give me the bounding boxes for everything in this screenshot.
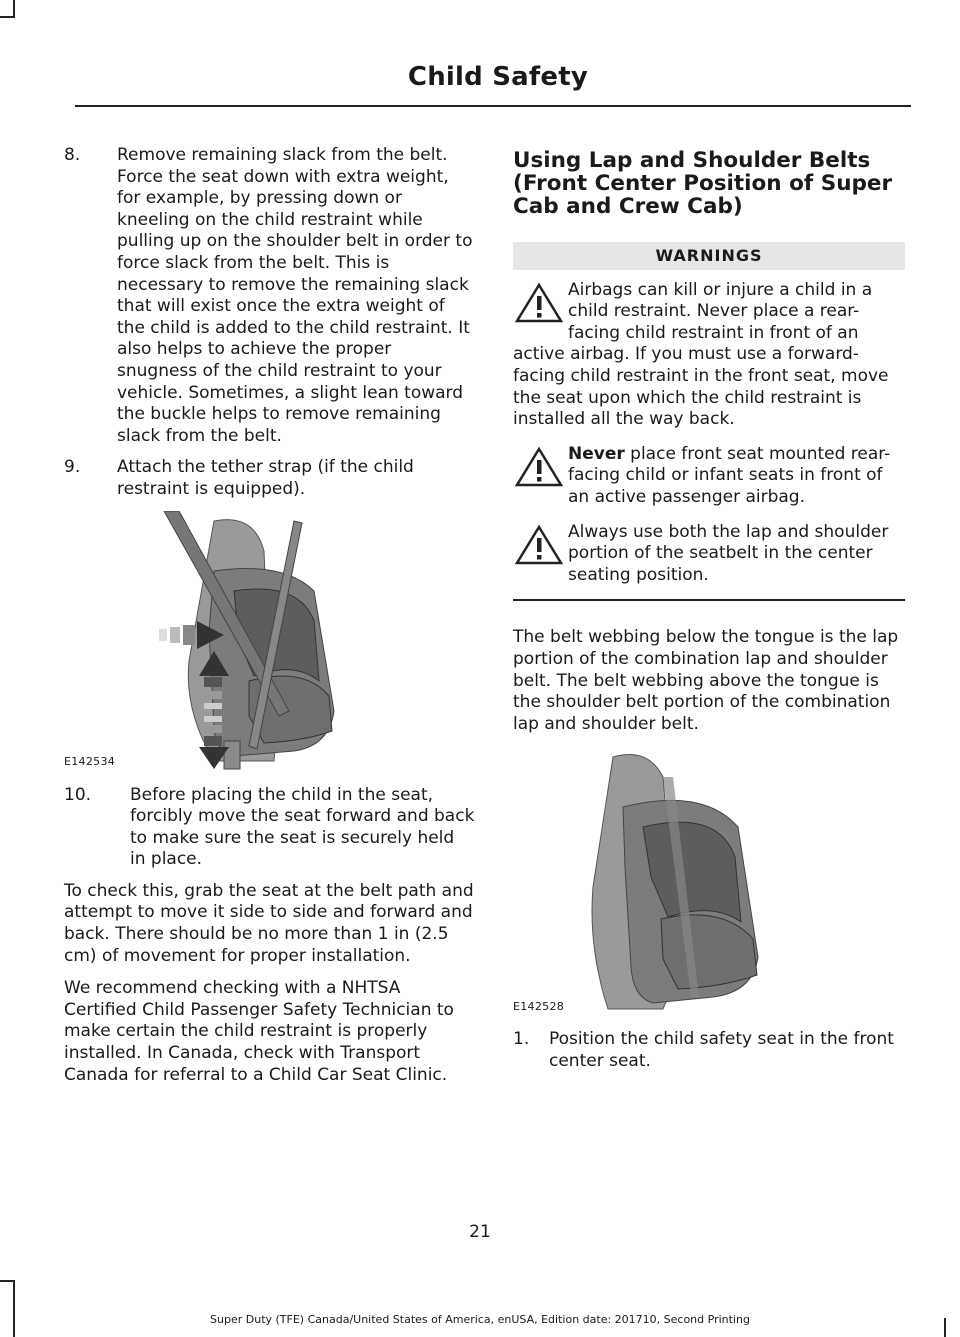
list-item bbox=[64, 785, 475, 871]
list-number: 10. bbox=[64, 784, 92, 805]
tether-strap-figure bbox=[64, 511, 475, 773]
header-divider bbox=[75, 105, 911, 107]
warnings-heading: WARNINGS bbox=[513, 242, 905, 270]
warning-triangle-icon bbox=[513, 446, 568, 488]
figure-code: E142528 bbox=[513, 999, 565, 1013]
list-number: 1. bbox=[513, 1029, 530, 1050]
paragraph: We recommend checking with a NHTSA Certified Child Passenger Safety Technician to make certain the child restraint is properly installed. In Canada, check with Transport Canada for referral to a Child Car Seat Clinic. bbox=[64, 978, 454, 1085]
page-title: Child Safety bbox=[407, 62, 588, 92]
list-text: Before placing the child in the seat, forcibly move the seat forward and back to make sure the seat is securely held in place. bbox=[130, 784, 475, 870]
list-item bbox=[64, 145, 475, 447]
section-heading: Using Lap and Shoulder Belts (Front Center Position of Super Cab and Crew Cab) bbox=[513, 148, 893, 219]
list-item bbox=[513, 1029, 905, 1072]
figure-code: E142534 bbox=[64, 754, 116, 768]
paragraph: To check this, grab the seat at the belt path and attempt to move it side to side and forward and back. There should be no more than 1 in (2.5 cm) of movement for proper installation. bbox=[64, 880, 474, 966]
list-text: Attach the tether strap (if the child restraint is equipped). bbox=[117, 457, 414, 499]
crop-mark bbox=[0, 1280, 15, 1282]
warning-emphasis: Never bbox=[568, 443, 625, 464]
warning-triangle-icon bbox=[513, 524, 568, 566]
list-number: 8. bbox=[64, 145, 81, 165]
page-footer: Super Duty (TFE) Canada/United States of America, enUSA, Edition date: 201710, Second Printing bbox=[210, 1313, 750, 1326]
list-text: Remove remaining slack from the belt. Force the seat down with extra weight, for example, by pressing down or kneeling on the child restraint while pulling up on the shoulder belt in order to force slack from the belt. This is necessary to remove the remaining slack that will exist once the extra weight of the child is added to the child restraint. It also helps to achieve the proper snugness of the child restraint to your vehicle. Sometimes, a slight lean toward the buckle helps to remove remaining slack from the belt. bbox=[117, 145, 473, 446]
crop-mark bbox=[13, 1280, 15, 1337]
page-number: 21 bbox=[469, 1222, 491, 1242]
right-column bbox=[513, 145, 905, 1082]
warning-text: Airbags can kill or injure a child in a child restraint. Never place a rear-facing child restraint in front of an active airbag. If you must use a forward-facing child restraint in the front seat, move the seat upon which the child restraint is installed all the way back. bbox=[513, 279, 889, 430]
warning-triangle-icon bbox=[513, 282, 568, 324]
child-seat-illustration bbox=[513, 747, 905, 1017]
left-column bbox=[64, 145, 475, 1097]
warnings-divider bbox=[513, 599, 905, 601]
warning-item bbox=[513, 522, 905, 587]
list-text: Position the child safety seat in the front center seat. bbox=[549, 1029, 894, 1071]
center-seat-figure bbox=[513, 747, 905, 1017]
warning-item bbox=[513, 280, 905, 431]
warning-text: Always use both the lap and shoulder portion of the seatbelt in the center seating position. bbox=[568, 521, 889, 585]
list-number: 9. bbox=[64, 457, 81, 478]
crop-mark bbox=[0, 16, 15, 18]
warning-body: place front seat mounted rear-facing child or infant seats in front of an active passenger airbag. bbox=[568, 443, 891, 507]
warning-item bbox=[513, 444, 905, 509]
paragraph: The belt webbing below the tongue is the lap portion of the combination lap and shoulder belt. The belt webbing above the tongue is the shoulder belt portion of the combination lap and shoulder belt. bbox=[513, 627, 899, 734]
child-seat-tether-illustration bbox=[64, 511, 475, 773]
list-item bbox=[64, 457, 475, 500]
crop-mark bbox=[13, 0, 15, 16]
warning-text bbox=[513, 444, 905, 509]
